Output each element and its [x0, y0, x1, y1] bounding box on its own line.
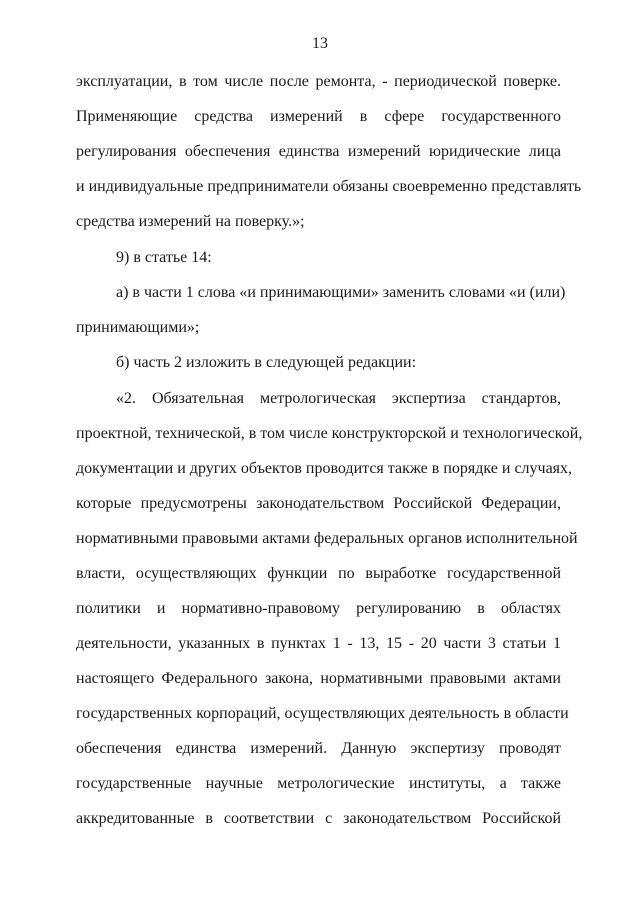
text-line: нормативными правовыми актами федеральных органов исполнительной: [76, 530, 578, 547]
text-line: государственных корпораций, осуществляющих деятельность в области: [76, 705, 569, 722]
text-line: которые предусмотрены законодательством Российской Федерации,: [76, 495, 561, 512]
text-line: б) часть 2 изложить в следующей редакции:: [116, 354, 417, 371]
text-line: регулирования обеспечения единства измерений юридические лица: [76, 143, 561, 160]
text-line: политики и нормативно-правовому регулированию в областях: [76, 600, 561, 617]
list-item-heading: 9) в статье 14:: [116, 249, 212, 266]
text-line: настоящего Федерального закона, нормативными правовыми актами: [76, 670, 561, 687]
text-line: принимающими»;: [76, 319, 200, 336]
text-line: деятельности, указанных в пунктах 1 - 13, 15 - 20 части 3 статьи 1: [76, 635, 561, 652]
page-number: 13: [312, 35, 328, 52]
text-line: документации и других объектов проводится также в порядке и случаях,: [76, 460, 573, 477]
text-line: проектной, технической, в том числе конструкторской и технологической,: [76, 425, 583, 442]
text-line: «2. Обязательная метрологическая экспертиза стандартов,: [116, 390, 561, 407]
text-line: Применяющие средства измерений в сфере государственного: [76, 108, 561, 125]
text-line: и индивидуальные предприниматели обязаны своевременно представлять: [76, 178, 582, 195]
text-line: средства измерений на поверку.»;: [76, 213, 305, 230]
text-line: эксплуатации, в том числе после ремонта, - периодической поверке.: [76, 73, 561, 90]
text-line: государственные научные метрологические институты, а также: [76, 775, 561, 792]
text-line: а) в части 1 слова «и принимающими» заменить словами «и (или): [116, 284, 566, 301]
text-line: власти, осуществляющих функции по выработке государственной: [76, 565, 561, 582]
text-line: обеспечения единства измерений. Данную экспертизу проводят: [76, 740, 561, 757]
text-line: аккредитованные в соответствии с законодательством Российской: [76, 810, 561, 827]
